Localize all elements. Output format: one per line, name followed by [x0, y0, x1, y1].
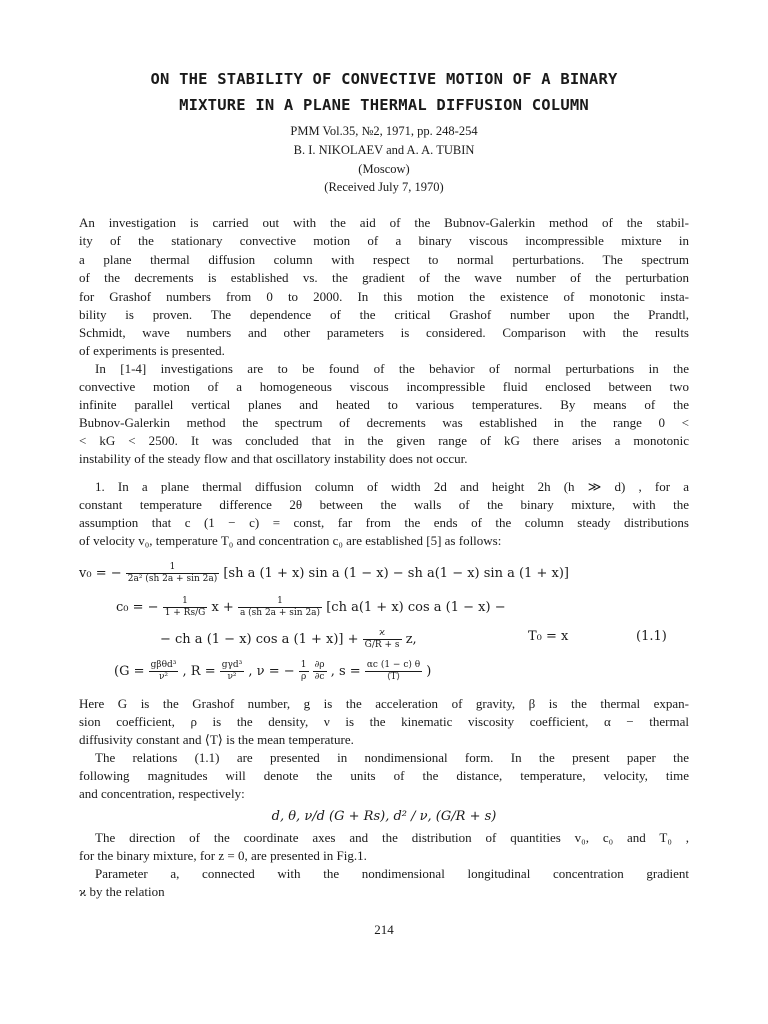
after-eq-line: diffusivity constant and ⟨T⟩ is the mean temperature. [79, 732, 354, 747]
page-number: 214 [374, 922, 394, 937]
fraction [238, 596, 322, 619]
after-eq-line: sion coefficient, ρ is the density, ν is the kinematic viscosity coefficient, α − thermal [79, 714, 689, 729]
relations-line: following magnitudes will denote the units of the distance, temperature, velocity, time [79, 768, 689, 783]
fraction-denominator: a (sh 2a + sin 2a) [239, 608, 321, 618]
title-line-2: MIXTURE IN A PLANE THERMAL DIFFUSION COLUMN [179, 96, 589, 114]
fraction-denominator: ∂c [313, 671, 327, 683]
fraction [363, 628, 402, 651]
equation-c0-rhs: [ch a(1 + x) cos a (1 − x) − [326, 600, 506, 615]
fraction [220, 660, 245, 683]
fraction-numerator: 1 [169, 562, 176, 572]
fraction [149, 660, 179, 683]
parameter-line: Parameter a, connected with the nondimensional longitudinal concentration gradient [95, 866, 689, 881]
relations-line: The relations (1.1) are presented in nondimensional form. In the present paper the [95, 750, 689, 765]
section-1-line: assumption that c (1 − c) = const, far from the ends of the column steady distributions [79, 515, 689, 530]
definitions-s: , s = [330, 664, 361, 679]
abstract-line: An investigation is carried out with the aid of the Bubnov-Galerkin method of the stabil- [79, 215, 689, 230]
intro-line: convective motion of a homogeneous viscous incompressible fluid enclosed between two [79, 379, 689, 394]
equation-definitions [114, 660, 431, 683]
definitions-close: ) [426, 664, 432, 679]
fraction-numerator: αc (1 − c) θ [366, 660, 421, 670]
received-date: (Received July 7, 1970) [324, 180, 444, 194]
equation-v0-lhs: v₀ = − [79, 566, 122, 581]
equation-c0-middle: x + [211, 600, 234, 615]
journal-reference: PMM Vol.35, №2, 1971, pp. 248-254 [290, 124, 478, 138]
fraction-numerator: gβθd³ [150, 660, 177, 670]
intro-line: < kG < 2500. It was concluded that in the given range of kG there arises a monotonic [79, 433, 689, 448]
fraction [313, 660, 327, 683]
definitions-r: , R = [182, 664, 216, 679]
fraction-denominator: G/R + s [364, 640, 400, 650]
abstract-line: of experiments is presented. [79, 343, 225, 358]
fraction-denominator: ⟨T⟩ [365, 671, 422, 683]
fraction-numerator: ∂ρ [314, 660, 325, 670]
equation-c0 [116, 596, 506, 619]
fraction-numerator: 1 [277, 596, 283, 606]
fraction-numerator: ϰ [379, 628, 385, 638]
parameter-line: ϰ by the relation [79, 884, 165, 899]
fraction-numerator: gγd³ [221, 660, 243, 670]
intro-line: infinite parallel vertical planes and heated to various temperatures. By means of the [79, 397, 689, 412]
fraction [163, 596, 208, 619]
fraction-numerator: 1 [182, 596, 188, 606]
fraction-numerator: 1 [300, 660, 307, 670]
fraction [299, 660, 309, 683]
fraction [126, 562, 219, 585]
abstract-line: a plane thermal diffusion column with respect to normal perturbations. The spectrum [79, 252, 689, 267]
abstract-line: ity of the stationary convective motion of a binary viscous incompressible mixture in [79, 233, 689, 248]
equation-t0: T₀ = x [528, 629, 569, 644]
title-line-1: ON THE STABILITY OF CONVECTIVE MOTION OF A BINARY [150, 70, 618, 88]
abstract-line: for Grashof numbers from 0 to 2000. In this motion the existence of monotonic insta- [79, 289, 689, 304]
abstract-line: bility is proven. The dependence of the critical Grashof number upon the Prandtl, [79, 307, 689, 322]
direction-line: for the binary mixture, for z = 0, are presented in Fig.1. [79, 848, 367, 863]
equation-number: (1.1) [636, 629, 667, 644]
fraction-denominator: ν² [220, 671, 245, 683]
fraction-denominator: 2a² (sh 2a + sin 2a) [127, 574, 218, 584]
equation-c0-cont-text: − ch a (1 − x) cos a (1 + x)] + [160, 632, 359, 647]
abstract-line: Schmidt, wave numbers and other parameters is considered. Comparison with the results [79, 325, 689, 340]
section-1-line: constant temperature difference 2θ between the walls of the binary mixture, with the [79, 497, 689, 512]
fraction [365, 660, 422, 683]
relations-line: and concentration, respectively: [79, 786, 245, 801]
equation-c0-z: z, [405, 632, 417, 647]
after-eq-line: Here G is the Grashof number, g is the acceleration of gravity, β is the thermal expan- [79, 696, 689, 711]
intro-line: instability of the steady flow and that oscillatory instability does not occur. [79, 451, 468, 466]
equation-v0-rhs: [sh a (1 + x) sin a (1 − x) − sh a(1 − x) sin a (1 + x)] [223, 566, 569, 581]
definitions-nu: , ν = − [248, 664, 295, 679]
equation-v0 [79, 562, 569, 585]
abstract-line: of the decrements is established vs. the gradient of the wave number of the perturbation [79, 270, 689, 285]
direction-line: The direction of the coordinate axes and the distribution of quantities v₀, c₀ and T₀ , [95, 830, 689, 845]
units-formula: d, θ, ν/d (G + Rs), d² / ν, (G/R + s) [271, 809, 497, 824]
equation-c0-continuation [160, 628, 417, 651]
fraction-denominator: 1 + Rs/G [164, 608, 206, 618]
equation-c0-lhs: c₀ = − [116, 600, 159, 615]
fraction-denominator: ρ [299, 671, 309, 683]
definitions-open: (G = [114, 664, 145, 679]
intro-line: In [1-4] investigations are to be found of the behavior of normal perturbations in the [95, 361, 689, 376]
intro-line: Bubnov-Galerkin method the spectrum of decrements was established in the range 0 < [79, 415, 689, 430]
fraction-denominator: ν² [149, 671, 179, 683]
section-1-line: of velocity v₀, temperature T₀ and concentration c₀ are established [5] as follows: [79, 533, 502, 548]
authors: B. I. NIKOLAEV and A. A. TUBIN [293, 143, 475, 157]
section-1-line: 1. In a plane thermal diffusion column of width 2d and height 2h (h ≫ d) , for a [95, 479, 689, 494]
affiliation-place: (Moscow) [358, 162, 410, 176]
